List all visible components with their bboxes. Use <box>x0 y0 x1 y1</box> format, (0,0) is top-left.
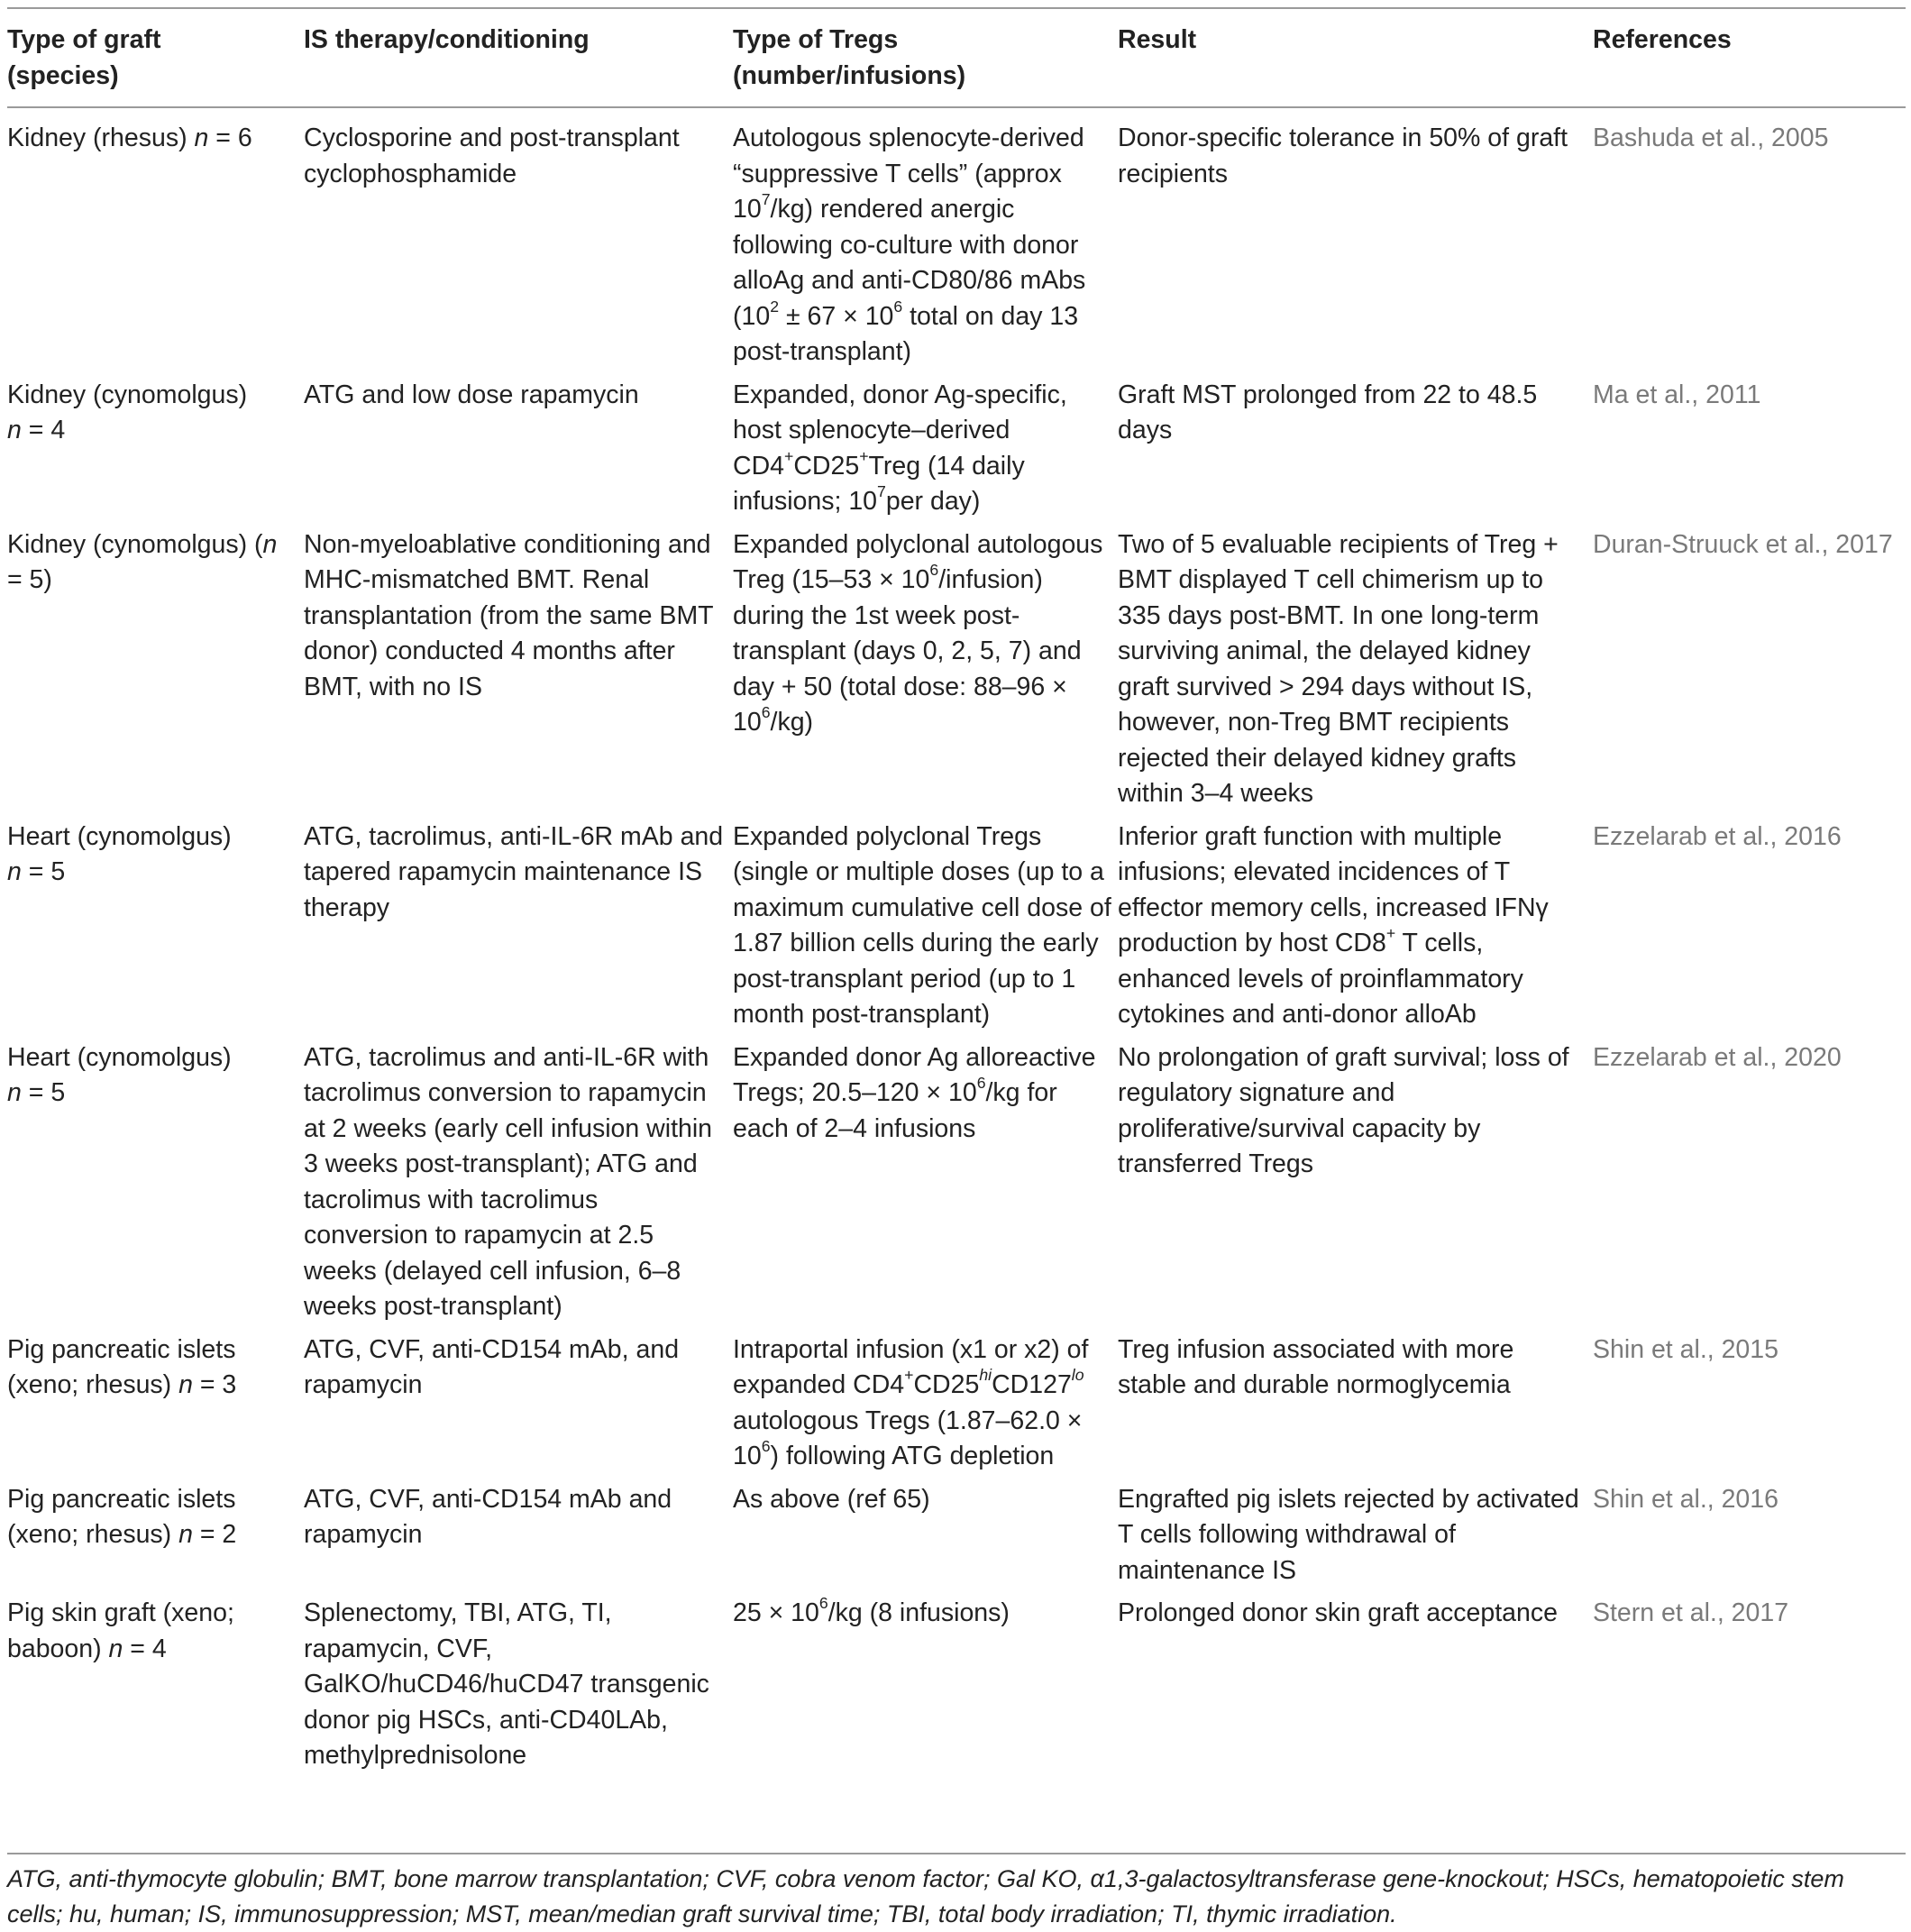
col-header-graft: Type of graft (species) <box>7 25 161 90</box>
cell-reference[interactable]: Ma et al., 2011 <box>1593 380 1761 409</box>
cell-tregs: Autologous splenocyte-derived “suppressive T cells” (approx $10^7/kg$) rendered anergic following co-culture with donor alloAg and anti-CD80/86 mAbs ($10^2 \pm 67 \times 10^6$ total on day 13 post-transplant) <box>733 124 1086 366</box>
cell-therapy: Cyclosporine and post-transplant cyclophosphamide <box>304 124 680 188</box>
cell-reference[interactable]: Shin et al., 2015 <box>1593 1334 1778 1364</box>
cell-tregs: Expanded, donor Ag-specific, host splenocyte–derived CD4+CD25+Treg (14 daily infusions; $10^7per$ day) <box>733 380 1067 516</box>
table-row <box>7 374 1906 524</box>
cell-result: No prolongation of graft survival; loss of regulatory signature and proliferative/survival capacity by transferred Tregs <box>1118 1042 1569 1178</box>
cell-result: Engrafted pig islets rejected by activated T cells following withdrawal of maintenance IS <box>1118 1484 1579 1585</box>
cell-result: Prolonged donor skin graft acceptance <box>1118 1598 1558 1627</box>
cell-reference[interactable]: Ezzelarab et al., 2016 <box>1593 821 1842 851</box>
table-body <box>7 107 1906 1778</box>
grafts-table <box>7 7 1906 1778</box>
cell-tregs: As above (ref 65) <box>733 1484 930 1514</box>
col-header-references: References <box>1593 25 1732 54</box>
cell-graft: Kidney (cynomolgus) n = 4 <box>7 380 248 444</box>
cell-therapy: Non-myeloablative conditioning and MHC-mismatched BMT. Renal transplantation (from the same BMT donor) conducted 4 months after BMT, with no IS <box>304 529 714 701</box>
cell-tregs: Expanded donor Ag alloreactive Tregs; $20.5-120 \times 10^6/kg$ for each of 2–4 infusions <box>733 1042 1096 1143</box>
cell-result: Two of 5 evaluable recipients of Treg + BMT displayed T cell chimerism up to 335 days post-BMT. In one long-term surviving animal, the delayed kidney graft survived > 294 days without IS, however, non-Treg BMT recipients rejected their delayed kidney grafts within 3–4 weeks <box>1118 529 1559 808</box>
table-header <box>7 8 1906 107</box>
cell-tregs: Expanded polyclonal autologous Treg $(15-53 \times 10^6/infusion)$ during the 1st week post-transplant (days 0, 2, 5, 7) and day + 50 (total dose: $88-96 \times 10^6/kg$) <box>733 529 1103 737</box>
cell-reference[interactable]: Ezzelarab et al., 2020 <box>1593 1042 1842 1072</box>
footnote-text: ATG, anti-thymocyte globulin; BMT, bone marrow transplantation; CVF, cobra venom factor; Gal KO, α1,3-galactosyltransferase gene-knockout; HSCs, hematopoietic stem cells; hu, human; IS, immunosuppression; MST, mean/median graft survival time; TBI, total body irradiation; TI, thymic irradiation. <box>7 1865 1844 1927</box>
cell-graft: Pig skin graft (xeno; baboon) n = 4 <box>7 1598 234 1663</box>
table-row <box>7 1037 1906 1329</box>
cell-result: Graft MST prolonged from 22 to 48.5 days <box>1118 380 1538 444</box>
cell-reference[interactable]: Duran-Struuck et al., 2017 <box>1593 529 1893 559</box>
cell-graft: Kidney (rhesus) n = 6 <box>7 124 252 152</box>
cell-reference[interactable]: Shin et al., 2016 <box>1593 1484 1778 1514</box>
col-header-tregs: Type of Tregs (number/infusions) <box>733 25 966 90</box>
cell-therapy: ATG, CVF, anti-CD154 mAb, and rapamycin <box>304 1334 680 1399</box>
cell-graft: Pig pancreatic islets (xeno; rhesus) n = 3 <box>7 1334 237 1399</box>
cell-graft: Heart (cynomolgus) n = 5 <box>7 1042 232 1107</box>
cell-result: Inferior graft function with multiple infusions; elevated incidences of T effector memory cells, increased IFNγ production by host CD8+ T cells, enhanced levels of proinflammatory cytokines and anti-donor alloAb <box>1118 821 1549 1029</box>
table-row <box>7 816 1906 1037</box>
cell-reference[interactable]: Bashuda et al., 2005 <box>1593 124 1829 152</box>
cell-graft: Pig pancreatic islets (xeno; rhesus) n = 2 <box>7 1484 237 1549</box>
cell-graft: Heart (cynomolgus) n = 5 <box>7 821 232 886</box>
cell-tregs: Intraportal infusion (x1 or x2) of expanded $CD4^+CD25^{hi}CD127^{lo}$ autologous Tregs $(1.87-62.0 \times 10^6)$ following ATG depletion <box>733 1334 1089 1470</box>
cell-therapy: ATG and low dose rapamycin <box>304 380 639 409</box>
header-row <box>7 8 1906 107</box>
cell-result: Treg infusion associated with more stable and durable normoglycemia <box>1118 1334 1514 1399</box>
cell-therapy: ATG, tacrolimus and anti-IL-6R with tacrolimus conversion to rapamycin at 2 weeks (early cell infusion within 3 weeks post-transplant); ATG and tacrolimus with tacrolimus conversion to rapamycin at 2.5 weeks (delayed cell infusion, 6–8 weeks post-transplant) <box>304 1042 713 1321</box>
cell-therapy: ATG, tacrolimus, anti-IL-6R mAb and tapered rapamycin maintenance IS therapy <box>304 821 724 922</box>
col-header-result: Result <box>1118 25 1197 54</box>
cell-therapy: ATG, CVF, anti-CD154 mAb and rapamycin <box>304 1484 672 1549</box>
table-footnote <box>7 1853 1906 1932</box>
cell-tregs: Expanded polyclonal Tregs (single or multiple doses (up to a maximum cumulative cell dose of 1.87 billion cells during the early post-transplant period (up to 1 month post-transplant) <box>733 821 1111 1029</box>
table-row <box>7 1479 1906 1593</box>
table-row <box>7 107 1906 374</box>
table-row <box>7 524 1906 816</box>
cell-tregs: $25 \times 10^6/kg$ (8 infusions) <box>733 1593 1010 1627</box>
cell-graft: Kidney (cynomolgus) (n = 5) <box>7 529 278 594</box>
table-row <box>7 1329 1906 1479</box>
table-row <box>7 1592 1906 1778</box>
cell-reference[interactable]: Stern et al., 2017 <box>1593 1598 1789 1627</box>
col-header-therapy: IS therapy/conditioning <box>304 25 590 54</box>
cell-result: Donor-specific tolerance in 50% of graft recipients <box>1118 124 1568 188</box>
cell-therapy: Splenectomy, TBI, ATG, TI, rapamycin, CVF, GalKO/huCD46/huCD47 transgenic donor pig HSCs, anti-CD40LAb, methylprednisolone <box>304 1598 709 1770</box>
